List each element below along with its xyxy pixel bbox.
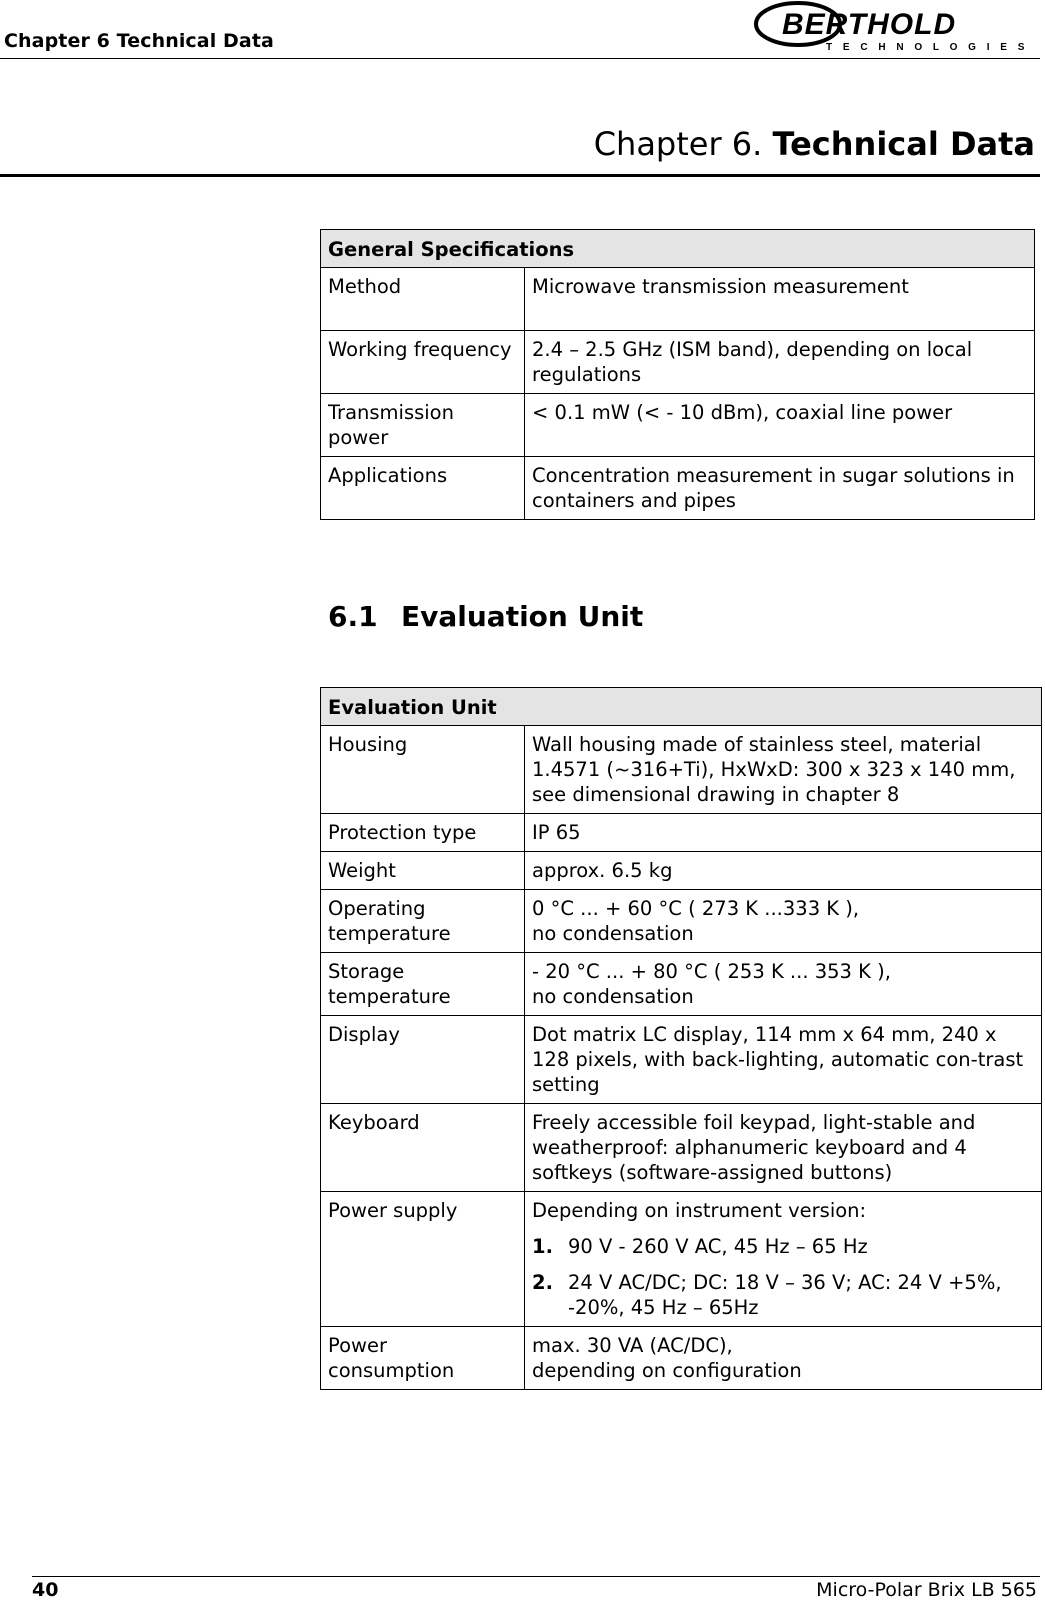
row-label: Transmission power: [321, 394, 525, 457]
row-label: Keyboard: [321, 1104, 525, 1192]
logo-main-text: BERTHOLD: [782, 8, 957, 41]
list-item-text: 24 V AC/DC; DC: 18 V – 36 V; AC: 24 V +5%, -20%, 45 Hz – 65Hz: [568, 1271, 1002, 1319]
general-specifications-table: [320, 229, 1035, 520]
table-row: [321, 1104, 1042, 1192]
row-label: Storage temperature: [321, 953, 525, 1016]
evaluation-unit-table: [320, 687, 1042, 1390]
value-line: max. 30 VA (AC/DC),: [532, 1334, 733, 1357]
chapter-rule: [0, 174, 1040, 177]
table-header-row: [321, 688, 1042, 726]
value-line: no condensation: [532, 985, 694, 1008]
document-name: Micro-Polar Brix LB 565: [816, 1579, 1037, 1601]
table-row: [321, 726, 1042, 814]
list-item-number: 1.: [532, 1235, 553, 1258]
table-row: [321, 1192, 1042, 1327]
row-value: approx. 6.5 kg: [525, 852, 1042, 890]
row-value: Freely accessible foil keypad, light-stable and weatherproof: alphanumeric keyboard and 4 softkeys (software-assigned buttons): [525, 1104, 1042, 1192]
table-row: [321, 814, 1042, 852]
list-item-text: 90 V - 260 V AC, 45 Hz – 65 Hz: [568, 1235, 868, 1258]
row-value: [525, 890, 1042, 953]
table-row: [321, 331, 1035, 394]
section-heading: [328, 600, 643, 633]
value-line: depending on configuration: [532, 1359, 802, 1382]
row-label: Display: [321, 1016, 525, 1104]
table-row: [321, 1016, 1042, 1104]
row-label: Protection type: [321, 814, 525, 852]
row-value: Concentration measurement in sugar solutions in containers and pipes: [525, 457, 1035, 520]
running-title: Chapter 6 Technical Data: [4, 30, 274, 52]
row-label: Operating temperature: [321, 890, 525, 953]
row-value: Dot matrix LC display, 114 mm x 64 mm, 240 x 128 pixels, with back-lighting, automatic con-trast setting: [525, 1016, 1042, 1104]
value-line: 0 °C ... + 60 °C ( 273 K ...333 K ),: [532, 897, 860, 920]
table-row: [321, 268, 1035, 331]
row-value: [525, 1327, 1042, 1390]
list-item: [532, 1234, 1034, 1259]
logo-sub-text: T E C H N O L O G I E S: [826, 42, 1029, 53]
table-row: [321, 852, 1042, 890]
row-label: Method: [321, 268, 525, 331]
value-line: - 20 °C ... + 80 °C ( 253 K ... 353 K ),: [532, 960, 891, 983]
berthold-logo: [750, 0, 1040, 56]
table-row: [321, 953, 1042, 1016]
list-item: [532, 1270, 1034, 1320]
running-header: [0, 0, 1040, 59]
row-label: Working frequency: [321, 331, 525, 394]
row-label: Weight: [321, 852, 525, 890]
row-value: [525, 1192, 1042, 1327]
chapter-prefix: Chapter 6.: [593, 125, 763, 163]
table-header-row: [321, 230, 1035, 268]
value-line: no condensation: [532, 922, 694, 945]
row-label: Housing: [321, 726, 525, 814]
table-title: Evaluation Unit: [321, 688, 1042, 726]
row-value: [525, 953, 1042, 1016]
table-row: [321, 1327, 1042, 1390]
page-number: 40: [32, 1579, 59, 1601]
row-value: 2.4 – 2.5 GHz (ISM band), depending on local regulations: [525, 331, 1035, 394]
section-title: Evaluation Unit: [401, 600, 644, 633]
row-label: Power supply: [321, 1192, 525, 1327]
table-row: [321, 890, 1042, 953]
row-value: < 0.1 mW (< - 10 dBm), coaxial line power: [525, 394, 1035, 457]
table-row: [321, 457, 1035, 520]
row-label: Applications: [321, 457, 525, 520]
row-value: Microwave transmission measurement: [525, 268, 1035, 331]
chapter-name: Technical Data: [772, 125, 1035, 163]
footer-rule: [32, 1576, 1040, 1577]
list-item-number: 2.: [532, 1271, 553, 1294]
section-number: 6.1: [328, 600, 378, 633]
chapter-title: [594, 125, 1035, 163]
row-value: IP 65: [525, 814, 1042, 852]
table-row: [321, 394, 1035, 457]
row-label: Power consumption: [321, 1327, 525, 1390]
table-title: General Specifications: [321, 230, 1035, 268]
row-value: Wall housing made of stainless steel, material 1.4571 (~316+Ti), HxWxD: 300 x 323 x 140 mm, see dimensional drawing in chapter 8: [525, 726, 1042, 814]
value-intro: Depending on instrument version:: [532, 1199, 867, 1222]
